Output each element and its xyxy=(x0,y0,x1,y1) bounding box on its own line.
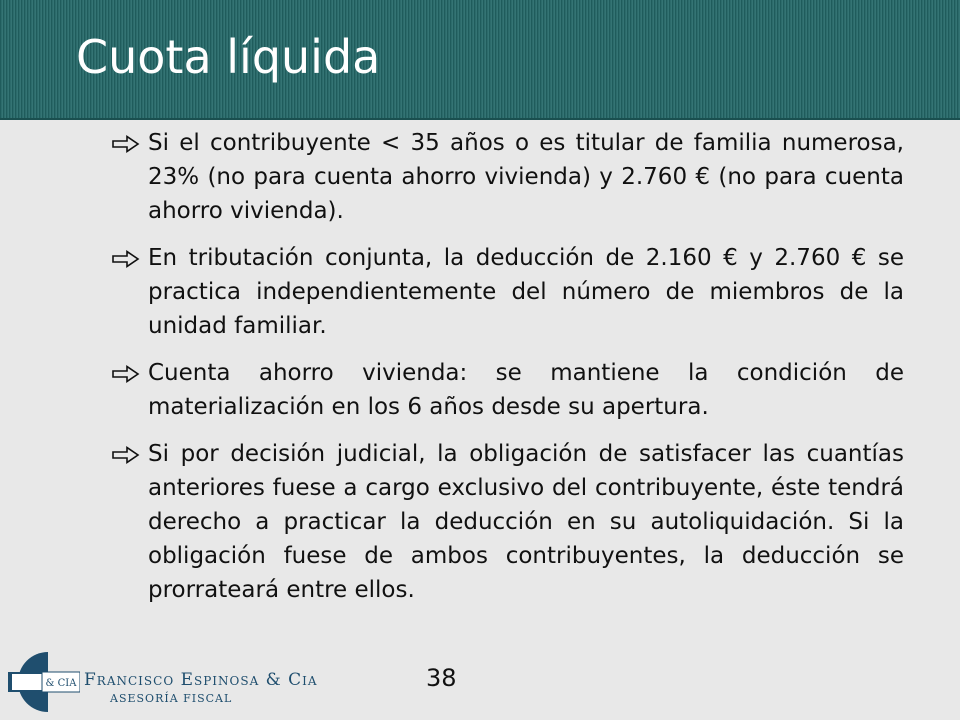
arrow-right-outline-icon xyxy=(112,446,140,464)
bullet-text: Cuenta ahorro vivienda: se mantiene la condición de materialización en los 6 años desde su apertura. xyxy=(148,360,904,420)
company-logo-mark-icon xyxy=(8,650,80,714)
logo-company-subtitle: ASESORÍA FISCAL xyxy=(110,692,233,705)
logo-company-name: Francisco Espinosa & Cia xyxy=(84,670,318,690)
bullet-item xyxy=(112,241,904,343)
slide-title: Cuota líquida xyxy=(76,30,381,84)
arrow-right-outline-icon xyxy=(112,135,140,153)
page-number: 38 xyxy=(426,664,457,692)
company-logo xyxy=(8,650,318,714)
logo-mark-text: & CIA xyxy=(45,678,77,689)
bullet-text: Si el contribuyente < 35 años o es titular de familia numerosa, 23% (no para cuenta ahorro vivienda) y 2.760 € (no para cuenta ahorro vivienda). xyxy=(148,130,904,224)
bullet-item xyxy=(112,356,904,424)
bullet-text: En tributación conjunta, la deducción de 2.160 € y 2.760 € se practica independientemente del número de miembros de la unidad familiar. xyxy=(148,245,904,339)
bullet-item xyxy=(112,126,904,228)
arrow-right-outline-icon xyxy=(112,250,140,268)
bullet-text: Si por decisión judicial, la obligación de satisfacer las cuantías anteriores fuese a cargo exclusivo del contribuyente, éste tendrá derecho a practicar la deducción en su autoliquidación. Si la obligación fuese de ambos contribuyentes, la deducción se prorrateará entre ellos. xyxy=(148,441,904,603)
slide-content xyxy=(112,126,904,620)
arrow-right-outline-icon xyxy=(112,365,140,383)
bullet-item xyxy=(112,437,904,607)
header-divider xyxy=(0,118,960,120)
